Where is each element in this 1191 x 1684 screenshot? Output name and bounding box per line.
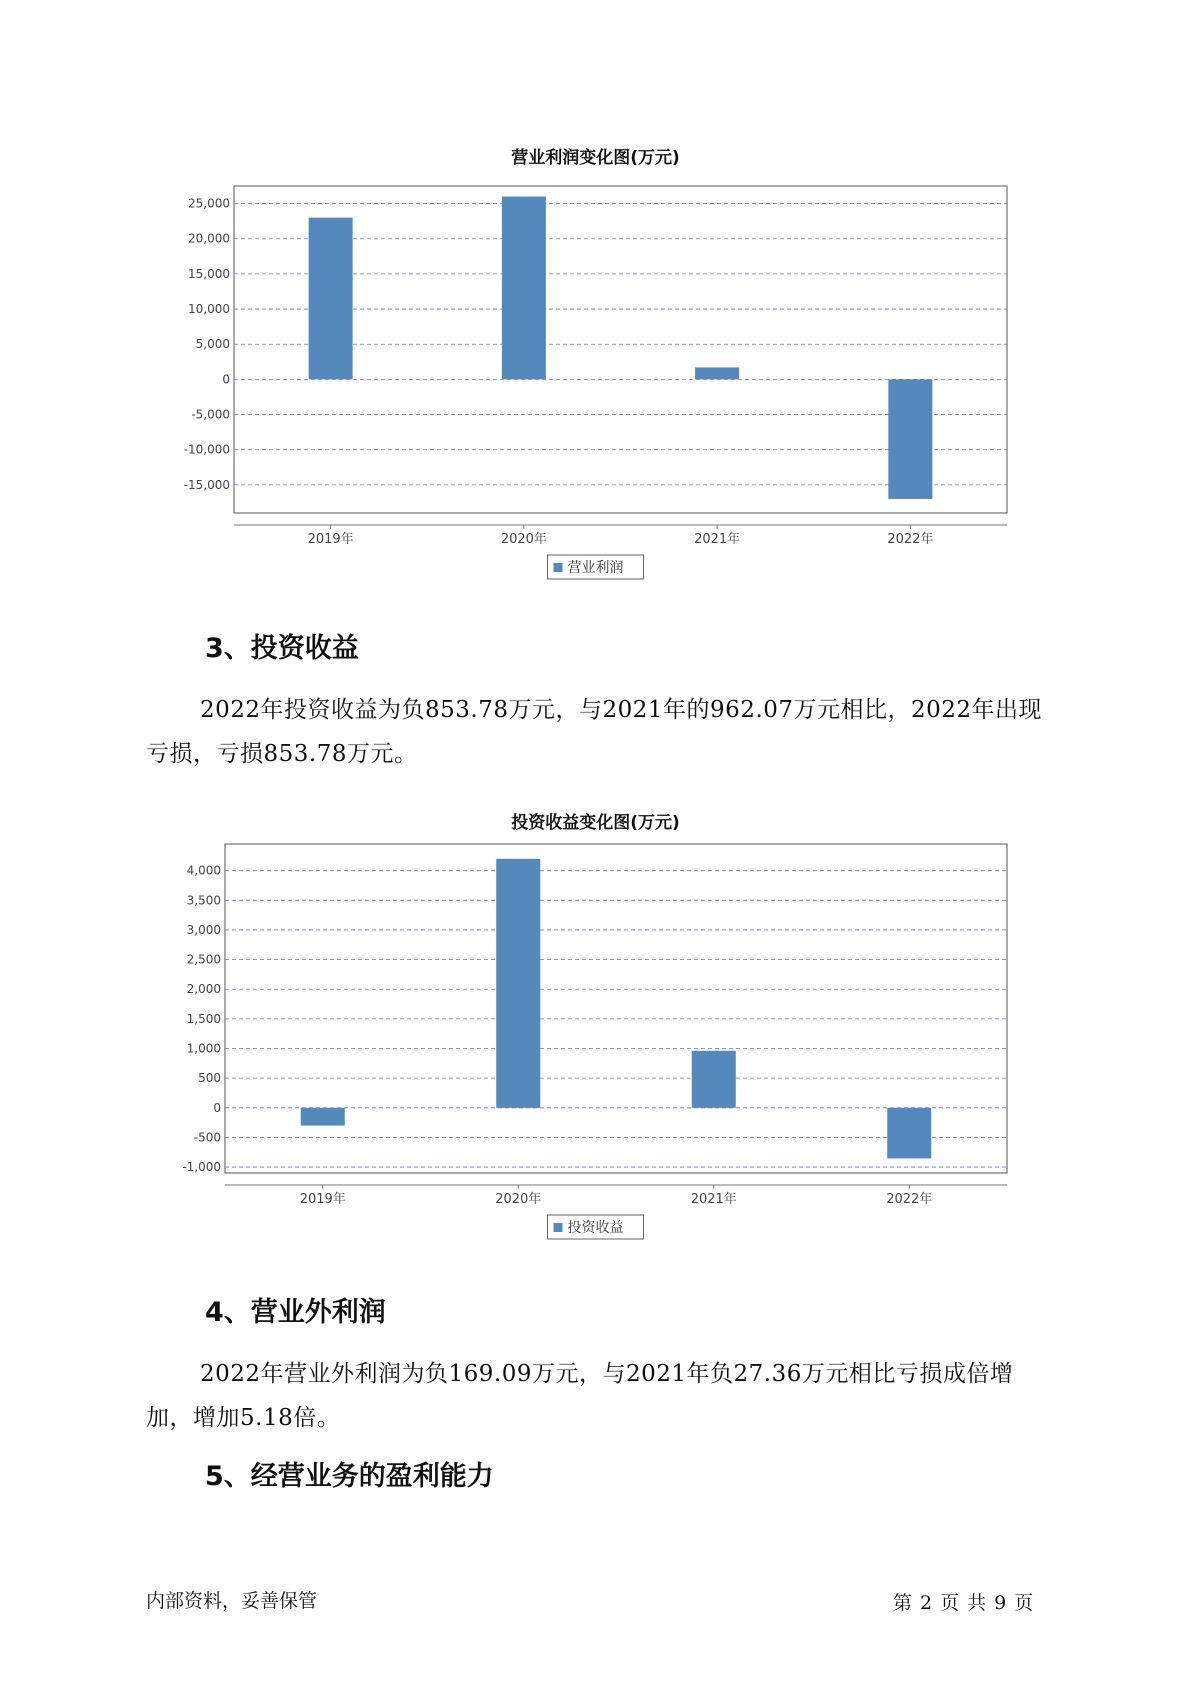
footer-confidential: 内部资料，妥善保管 (146, 1590, 318, 1612)
y-tick-label: 15,000 (188, 266, 230, 281)
y-tick-label: -15,000 (183, 477, 230, 492)
page-suffix: 页 (1014, 1592, 1034, 1614)
page-mid: 页 (940, 1592, 960, 1614)
page-total: 9 (994, 1592, 1007, 1614)
y-tick-label: 1,000 (186, 1041, 221, 1056)
bar (301, 1108, 345, 1126)
operating-profit-chart (0, 170, 1191, 590)
legend-swatch (554, 563, 563, 572)
y-tick-label: 25,000 (188, 196, 230, 211)
y-tick-label: -500 (193, 1130, 221, 1145)
bar (502, 197, 546, 380)
y-tick-label: -1,000 (182, 1160, 221, 1175)
paragraph-investment-income: 2022年投资收益为负853.78万元，与2021年的962.07万元相比，2022年出现亏损，亏损853.78万元。 (146, 697, 1043, 767)
bar (692, 1051, 736, 1108)
x-tick-label: 2020年 (495, 1192, 542, 1207)
section-heading-non-operating-profit: 4、营业外利润 (205, 1297, 386, 1328)
y-tick-label: 2,500 (186, 952, 221, 967)
y-tick-label: 4,000 (186, 863, 221, 878)
bar (887, 1108, 931, 1159)
y-tick-label: -10,000 (183, 442, 230, 457)
y-tick-label: -5,000 (191, 407, 230, 422)
y-tick-label: 5,000 (195, 337, 230, 352)
page-prefix: 第 (893, 1592, 913, 1614)
bar (695, 367, 739, 379)
x-tick-label: 2020年 (500, 532, 547, 547)
y-tick-label: 0 (213, 1100, 221, 1115)
y-tick-label: 20,000 (188, 231, 230, 246)
x-tick-label: 2021年 (690, 1192, 737, 1207)
y-tick-label: 2,000 (186, 982, 221, 997)
investment-income-chart (0, 835, 1191, 1255)
section-heading-profitability: 5、经营业务的盈利能力 (205, 1461, 494, 1492)
y-tick-label: 10,000 (188, 302, 230, 317)
footer-page-number (893, 1588, 1041, 1615)
bar (888, 379, 932, 499)
legend (548, 1215, 644, 1239)
section-heading-investment-income: 3、投资收益 (205, 633, 359, 664)
page-total-prefix: 共 (967, 1592, 987, 1614)
bar (496, 859, 540, 1108)
legend-label: 投资收益 (567, 1220, 624, 1236)
chart1-title: 营业利润变化图(万元) (511, 148, 680, 168)
legend (548, 555, 644, 579)
x-tick-label: 2022年 (886, 1192, 933, 1207)
legend-swatch (554, 1223, 563, 1232)
y-tick-label: 3,500 (186, 893, 221, 908)
chart2-title: 投资收益变化图(万元) (511, 813, 680, 833)
y-tick-label: 1,500 (186, 1011, 221, 1026)
page-current: 2 (920, 1592, 933, 1614)
paragraph-non-operating-profit: 2022年营业外利润为负169.09万元，与2021年负27.36万元相比亏损成倍增加，增加5.18倍。 (146, 1361, 1014, 1431)
bar (309, 218, 353, 380)
x-tick-label: 2021年 (694, 532, 741, 547)
y-tick-label: 500 (198, 1071, 221, 1086)
y-tick-label: 3,000 (186, 922, 221, 937)
y-tick-label: 0 (222, 372, 230, 387)
x-tick-label: 2019年 (307, 532, 354, 547)
x-tick-label: 2019年 (299, 1192, 346, 1207)
x-tick-label: 2022年 (887, 532, 934, 547)
legend-label: 营业利润 (567, 560, 624, 576)
